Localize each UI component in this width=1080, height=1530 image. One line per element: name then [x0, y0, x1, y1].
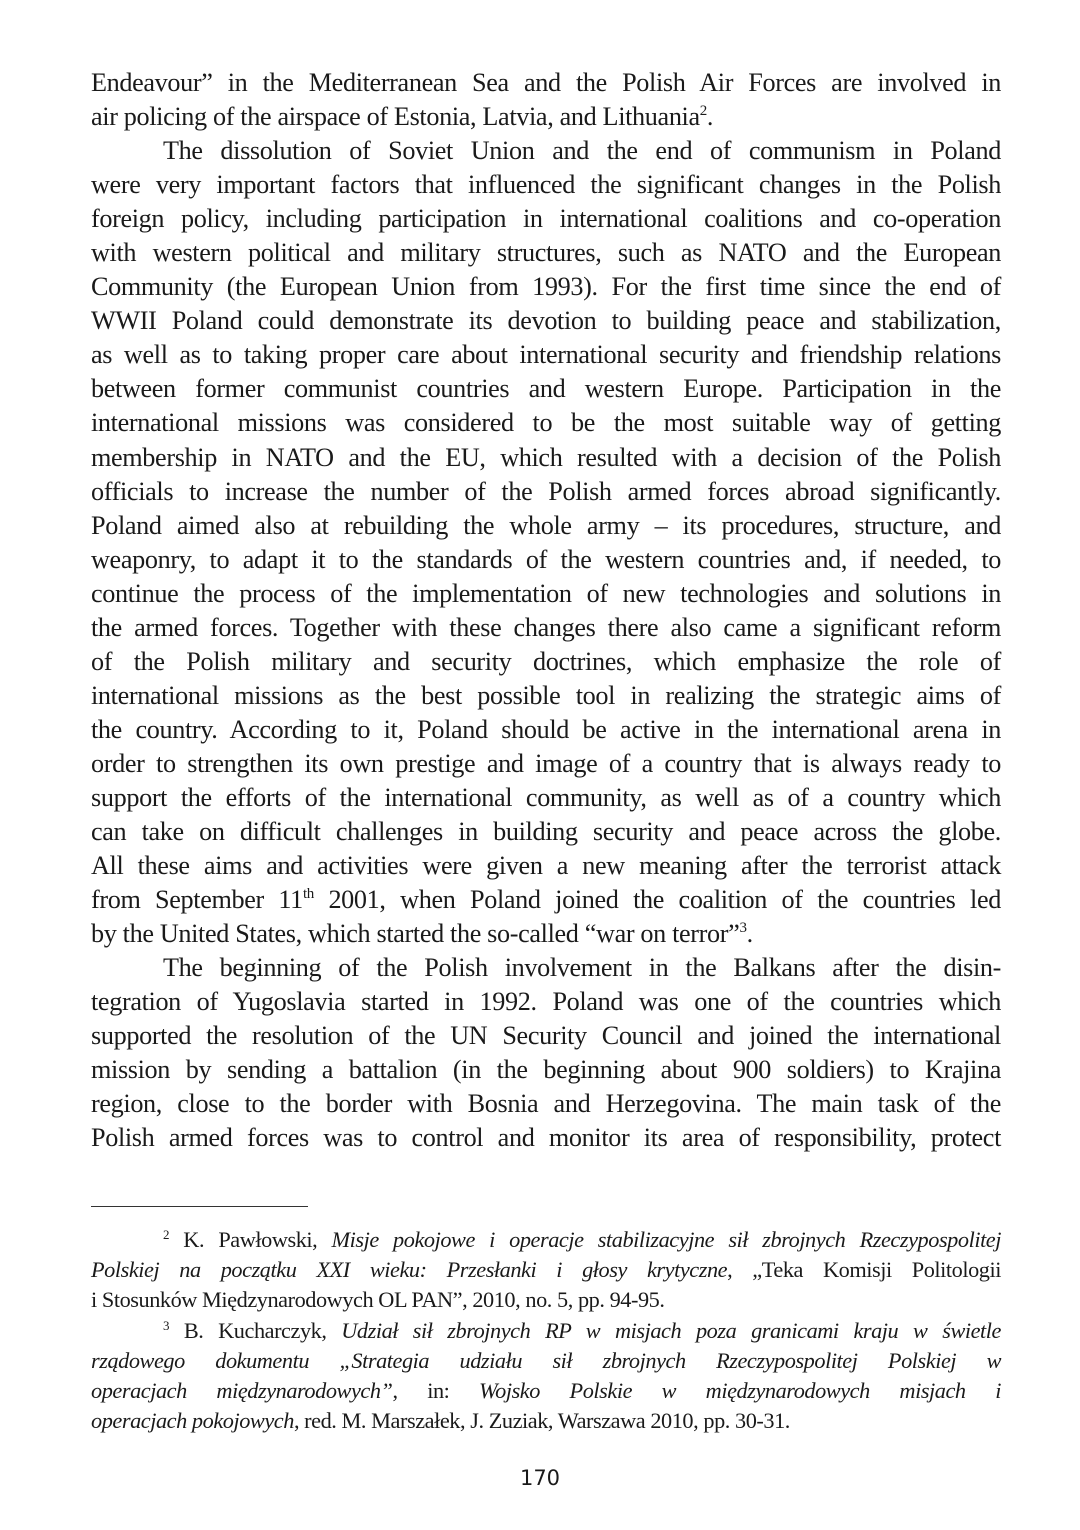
footnote-line: Polskiej na początku XXI wieku: Przesłanki i głosy krytyczne, „Teka Komisji Politologii — [91, 1257, 1001, 1283]
footnote-line: rządowego dokumentu „Strategia udziału sił zbrojnych Rzeczypospolitej Polskiej w — [91, 1347, 1001, 1373]
text-line: continue the process of the implementation of new technologies and solutions in — [91, 578, 1001, 608]
text-line: international missions as the best possible tool in realizing the strategic aims of — [91, 680, 1001, 710]
text-line: Endeavour” in the Mediterranean Sea and the Polish Air Forces are involved in — [91, 68, 1001, 97]
footnote-line: operacjach międzynarodowych”, in: Wojsko Polskie w międzynarodowych misjach i — [91, 1377, 1001, 1403]
footnote-separator — [91, 1206, 308, 1207]
text-line: Community (the European Union from 1993). For the first time since the end of — [91, 272, 1001, 302]
text-line: foreign policy, including participation in international coalitions and co-operation — [91, 204, 1001, 234]
text-line: region, close to the border with Bosnia and Herzegovina. The main task of the — [91, 1089, 1001, 1119]
footnote-line: i Stosunków Międzynarodowych OL PAN”, 2010, no. 5, pp. 94-95. — [91, 1287, 665, 1313]
footnote-ref-2[interactable]: 2 — [699, 103, 707, 120]
text-line: tegration of Yugoslavia started in 1992. Poland was one of the countries which — [91, 987, 1001, 1017]
footnote-ref-3[interactable]: 3 — [739, 920, 747, 937]
text-line: officials to increase the number of the Polish armed forces abroad significantly. — [91, 476, 1001, 506]
text-line: support the efforts of the international community, as well as of a country which — [91, 782, 1001, 812]
paragraph-start: The beginning of the Polish involvement in the Balkans after the disin- — [163, 953, 1001, 983]
text-line: All these aims and activities were given a new meaning after the terrorist attack — [91, 851, 1001, 881]
text-line: weaponry, to adapt it to the standards of the western countries and, if needed, to — [91, 544, 1001, 574]
text-line: with western political and military structures, such as NATO and the European — [91, 238, 1001, 268]
text-line: as well as to taking proper care about international security and friendship relations — [91, 340, 1001, 370]
text-line: by the United States, which started the so-called “war on terror”$^3$. — [91, 919, 753, 949]
footnote-3: $^3$ B. Kucharczyk, Udział sił zbrojnych RP w misjach poza granicami kraju w świetle — [163, 1317, 1001, 1343]
text-line: air policing of the airspace of Estonia, Latvia, and Lithuania$^2$. — [91, 102, 714, 132]
text-line: order to strengthen its own prestige and image of a country that is always ready to — [91, 748, 1001, 778]
text-line: Poland aimed also at rebuilding the whole army – its procedures, structure, and — [91, 510, 1001, 540]
text-line: mission by sending a battalion (in the beginning about 900 soldiers) to Krajina — [91, 1055, 1001, 1085]
text-line: supported the resolution of the UN Security Council and joined the international — [91, 1021, 1001, 1051]
text-line: the armed forces. Together with these changes there also came a significant reform — [91, 612, 1001, 642]
footnotes — [91, 1225, 1001, 1436]
page-number: 170 — [519, 1466, 561, 1490]
footnote-2: $^2$ K. Pawłowski, Misje pokojowe i operacje stabilizacyjne sił zbrojnych Rzeczypospolitej — [163, 1227, 1002, 1252]
text-line: from September 11th 2001, when Poland joined the coalition of the countries led — [91, 885, 1001, 915]
text-line: the country. According to it, Poland should be active in the international arena in — [91, 714, 1001, 744]
text-line: of the Polish military and security doctrines, which emphasize the role of — [91, 646, 1001, 676]
body-text — [91, 66, 1001, 1156]
text-line: Polish armed forces was to control and monitor its area of responsibility, protect — [91, 1123, 1001, 1153]
text-line: international missions was considered to be the most suitable way of getting — [91, 408, 1001, 438]
text-line: were very important factors that influenced the significant changes in the Polish — [91, 170, 1001, 200]
footnote-line: operacjach pokojowych, red. M. Marszałek, J. Zuziak, Warszawa 2010, pp. 30-31. — [91, 1408, 790, 1434]
text-line: membership in NATO and the EU, which resulted with a decision of the Polish — [91, 442, 1001, 472]
text-line: between former communist countries and western Europe. Participation in the — [91, 374, 1001, 404]
paragraph-start: The dissolution of Soviet Union and the end of communism in Poland — [163, 136, 1001, 166]
text-line: can take on difficult challenges in building security and peace across the globe. — [91, 817, 1001, 847]
text-line: WWII Poland could demonstrate its devotion to building peace and stabilization, — [91, 306, 1001, 336]
